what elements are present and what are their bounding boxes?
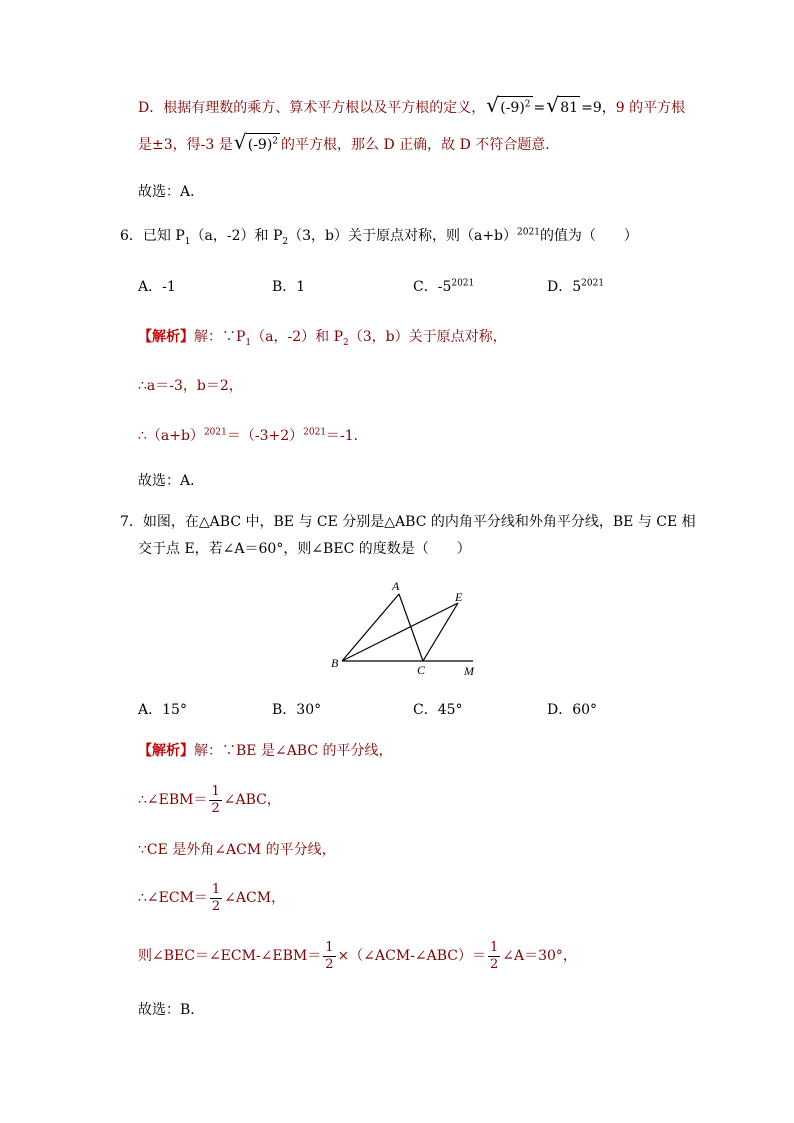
q7-sol5-pre: 则∠BEC＝∠ECM-∠EBM＝	[138, 948, 322, 964]
fraction-denominator: 2	[490, 956, 499, 972]
fraction-numerator: 1	[211, 783, 220, 799]
sqrt-radicand: 81	[560, 100, 579, 116]
q6-answer: 故选：A．	[138, 473, 205, 489]
q6-solution-line2: ∴a＝-3，b＝2，	[138, 378, 243, 394]
equals-value: =9，	[581, 100, 616, 116]
option-text: 15°	[162, 702, 187, 718]
option-letter: D．	[547, 702, 573, 718]
option-letter: A．	[138, 279, 163, 295]
q7-option-d	[547, 700, 597, 720]
q7-solution-line5	[138, 938, 577, 974]
sqrt-expression: √ $(-9)^2$	[233, 130, 279, 154]
option-letter: D．	[547, 279, 573, 295]
q5-d-text-post: 9 的平方根	[615, 100, 686, 116]
q6-sol1-post: （3，b）关于原点对称，	[348, 329, 507, 345]
point-label-e: E	[455, 590, 463, 604]
point-label-c: C	[417, 663, 426, 677]
subscript: 2	[343, 337, 349, 348]
fraction-numerator: 1	[490, 939, 499, 955]
q6-stem-mid1: （a，-2）和 P	[190, 228, 283, 244]
exponent: 2021	[303, 427, 327, 438]
q5-d-line2-pre: 是±3，得-3 是	[138, 137, 233, 153]
q7-sol4-post: ∠ACM，	[224, 890, 286, 906]
subscript: 1	[245, 337, 252, 348]
point-label-m: M	[464, 664, 474, 678]
option-letter: C．	[413, 702, 438, 718]
q7-solution-line4	[138, 880, 285, 916]
q6-stem-post: 的值为（ ）	[539, 228, 638, 244]
q7-solution-line1	[138, 741, 393, 761]
exponent: 2	[272, 136, 279, 147]
q6-solution-line3	[138, 426, 368, 446]
q6-sol3-mid: ＝（-3+2）	[226, 428, 304, 444]
q5-option-d-line2	[138, 130, 560, 155]
equals-sign: =	[533, 100, 546, 116]
sqrt-radicand: (-9)	[500, 100, 525, 116]
q6-solution-line1	[138, 327, 507, 347]
q6-sol1-pre: 解：∵P	[194, 329, 246, 345]
q6-sol3-post: ＝-1．	[326, 428, 368, 444]
q7-sol5-mid: ×（∠ACM-∠ABC）＝	[337, 948, 486, 964]
fraction-numerator: 1	[325, 939, 334, 955]
q6-stem-pre: 6．已知 P	[120, 228, 185, 244]
q6-option-c	[413, 277, 474, 297]
q7-sol2-post: ∠ABC，	[223, 792, 281, 808]
q7-triangle-figure	[320, 574, 490, 684]
q7-stem-line2: 交于点 E，若∠A＝60°，则∠BEC 的度数是（ ）	[138, 541, 471, 557]
q5-d-line2-post: 的平方根，那么 D 正确，故 D 不符合题意．	[281, 137, 560, 153]
q6-stem	[120, 226, 638, 246]
q7-option-c	[413, 700, 463, 720]
option-text: 1	[296, 279, 306, 295]
exponent: 2021	[517, 227, 540, 238]
q7-solution-line3: ∵CE 是外角∠ACM 的平分线，	[138, 842, 336, 858]
q7-option-b	[272, 700, 321, 720]
exponent: 2021	[451, 278, 475, 289]
q7-sol1-text: 解：∵BE 是∠ABC 的平分线，	[194, 743, 393, 759]
option-text: -5	[437, 279, 452, 295]
option-text: 60°	[572, 702, 598, 718]
q6-sol3-pre: ∴（a+b）	[138, 428, 204, 444]
q7-answer: 故选：B．	[138, 1002, 205, 1018]
analysis-tag: 【解析】	[138, 329, 194, 345]
option-text: 5	[572, 279, 582, 295]
point-label-b: B	[331, 656, 339, 670]
segment-ac	[399, 594, 423, 661]
q7-stem-line1: 7．如图，在△ABC 中，BE 与 CE 分别是△ABC 的内角平分线和外角平分线，BE 与 CE 相	[120, 514, 696, 530]
q7-option-a	[138, 700, 187, 720]
fraction-one-half	[209, 784, 221, 817]
exponent: 2021	[581, 278, 605, 289]
fraction-one-half	[210, 882, 222, 915]
option-text: 30°	[296, 702, 322, 718]
option-text: 45°	[437, 702, 463, 718]
fraction-numerator: 1	[211, 881, 221, 897]
q6-option-a	[138, 277, 176, 297]
option-text: -1	[162, 279, 176, 295]
segment-ba	[342, 594, 399, 661]
sqrt-expression: √ $(-9)^2$	[486, 93, 531, 117]
fraction-denominator: 2	[211, 800, 220, 816]
q7-sol5-post: ∠A＝30°，	[502, 948, 577, 964]
fraction-one-half	[323, 940, 335, 973]
q6-option-d	[547, 277, 604, 297]
fraction-denominator: 2	[211, 898, 221, 914]
q7-solution-line2	[138, 782, 281, 818]
fraction-one-half	[488, 940, 500, 973]
q7-sol4-pre: ∴∠ECM＝	[138, 890, 208, 906]
option-letter: B．	[272, 279, 297, 295]
q7-sol2-pre: ∴∠EBM＝	[138, 792, 208, 808]
q5-answer: 故选：A．	[138, 184, 205, 200]
q5-d-text-pre: D．根据有理数的乘方、算术平方根以及平方根的定义，	[138, 100, 486, 116]
point-label-a: A	[392, 579, 400, 593]
q6-sol1-mid: （a，-2）和 P	[251, 329, 344, 345]
subscript: 1	[184, 236, 191, 247]
subscript: 2	[282, 236, 289, 247]
q6-option-b	[272, 277, 305, 297]
analysis-tag: 【解析】	[138, 743, 194, 759]
q6-stem-mid2: （3，b）关于原点对称，则（a+b）	[288, 228, 518, 244]
exponent: 2	[524, 99, 531, 110]
fraction-denominator: 2	[325, 956, 334, 972]
option-letter: C．	[413, 279, 438, 295]
exponent: 2021	[203, 427, 227, 438]
option-letter: A．	[138, 702, 163, 718]
option-letter: B．	[272, 702, 297, 718]
q5-option-d-line1	[138, 93, 686, 118]
sqrt-radicand: (-9)	[247, 137, 273, 153]
sqrt-expression: √ 81	[546, 93, 579, 117]
